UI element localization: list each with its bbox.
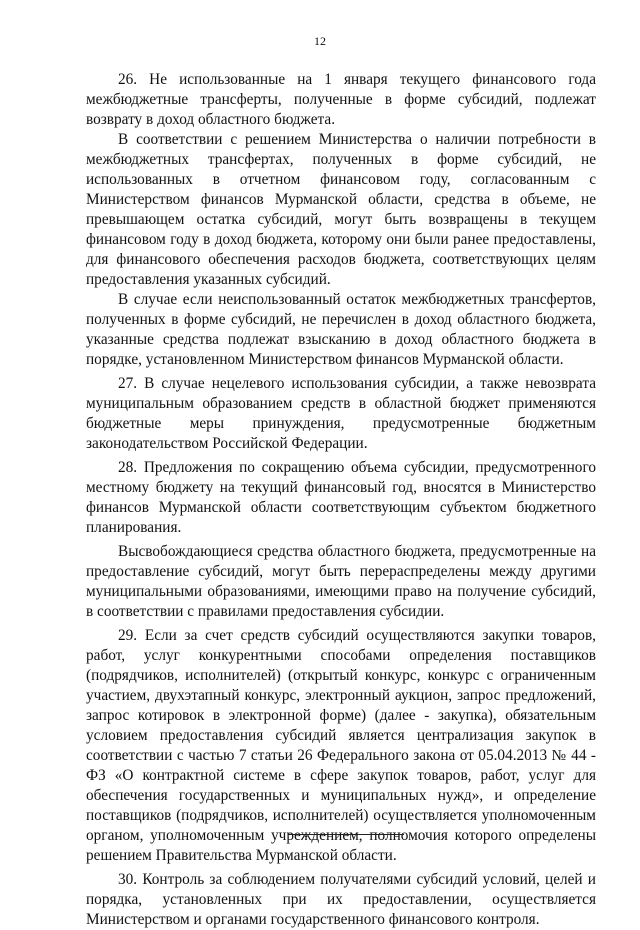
paragraph-29: 29. Если за счет средств субсидий осуществляются закупки товаров, работ, услуг конкурентными способами определения поставщиков (подрядчиков, исполнителей) (открытый конкурс, конкурс с ограниченным участием, двухэтапный конкурс, электронный аукцион, запрос предложений, запрос котировок в электронной форме) (далее - закупка), обязательным условием предоставления субсидий является централизация закупок в соответствии с частью 7 статьи 26 Федерального закона от 05.04.2013 № 44 - ФЗ «О контрактной системе в сфере закупок товаров, работ, услуг для обеспечения государственных и муниципальных нужд», и определение поставщиков (подрядчиков, исполнителей) осуществляется уполномоченным органом, уполномоченным учреждением, полномочия которого определены решением Правительства Мурманской области.	[86, 627, 596, 864]
end-divider-line	[288, 834, 404, 835]
paragraph-27: 27. В случае нецелевого использования субсидии, а также невозврата муниципальным образованием средств в областной бюджет применяются бюджетные меры принуждения, предусмотренные бюджетным законодательством Российской Федерации.	[86, 375, 596, 452]
paragraph-30: 30. Контроль за соблюдением получателями субсидий условий, целей и порядка, установленных при их предоставлении, осуществляется Министерством и органами государственного финансового контроля.	[86, 871, 596, 928]
paragraph-26-recovery: В случае если неиспользованный остаток межбюджетных трансфертов, полученных в форме субсидий, не перечислен в доход областного бюджета, указанные средства подлежат взысканию в доход областного бюджета в порядке, установленном Министерством финансов Мурманской области.	[86, 291, 596, 368]
paragraph-26: 26. Не использованные на 1 января текущего финансового года межбюджетные трансферты, полученные в форме субсидий, подлежат возврату в доход областного бюджета.	[86, 71, 596, 128]
paragraph-26-return-decision: В соответствии с решением Министерства о наличии потребности в межбюджетных трансфертах, полученных в форме субсидий, не использованных в отчетном финансовом году, согласованным с Министерством финансов Мурманской области, средства в объеме, не превышающем остатка субсидий, могут быть возвращены в текущем финансовом году в доход бюджета, которому они были ранее предоставлены, для финансового обеспечения расходов бюджета, соответствующих целям предоставления указанных субсидий.	[86, 131, 596, 288]
paragraph-28: 28. Предложения по сокращению объема субсидии, предусмотренного местному бюджету на текущий финансовый год, вносятся в Министерство финансов Мурманской области соответствующим субъектом бюджетного планирования.	[86, 459, 596, 536]
document-body	[86, 70, 596, 930]
paragraph-28-redistribution: Высвобождающиеся средства областного бюджета, предусмотренные на предоставление субсидий, могут быть перераспределены между другими муниципальными образованиями, имеющими право на получение субсидий, в соответствии с правилами предоставления субсидии.	[86, 543, 596, 620]
page-number: 12	[314, 34, 326, 48]
